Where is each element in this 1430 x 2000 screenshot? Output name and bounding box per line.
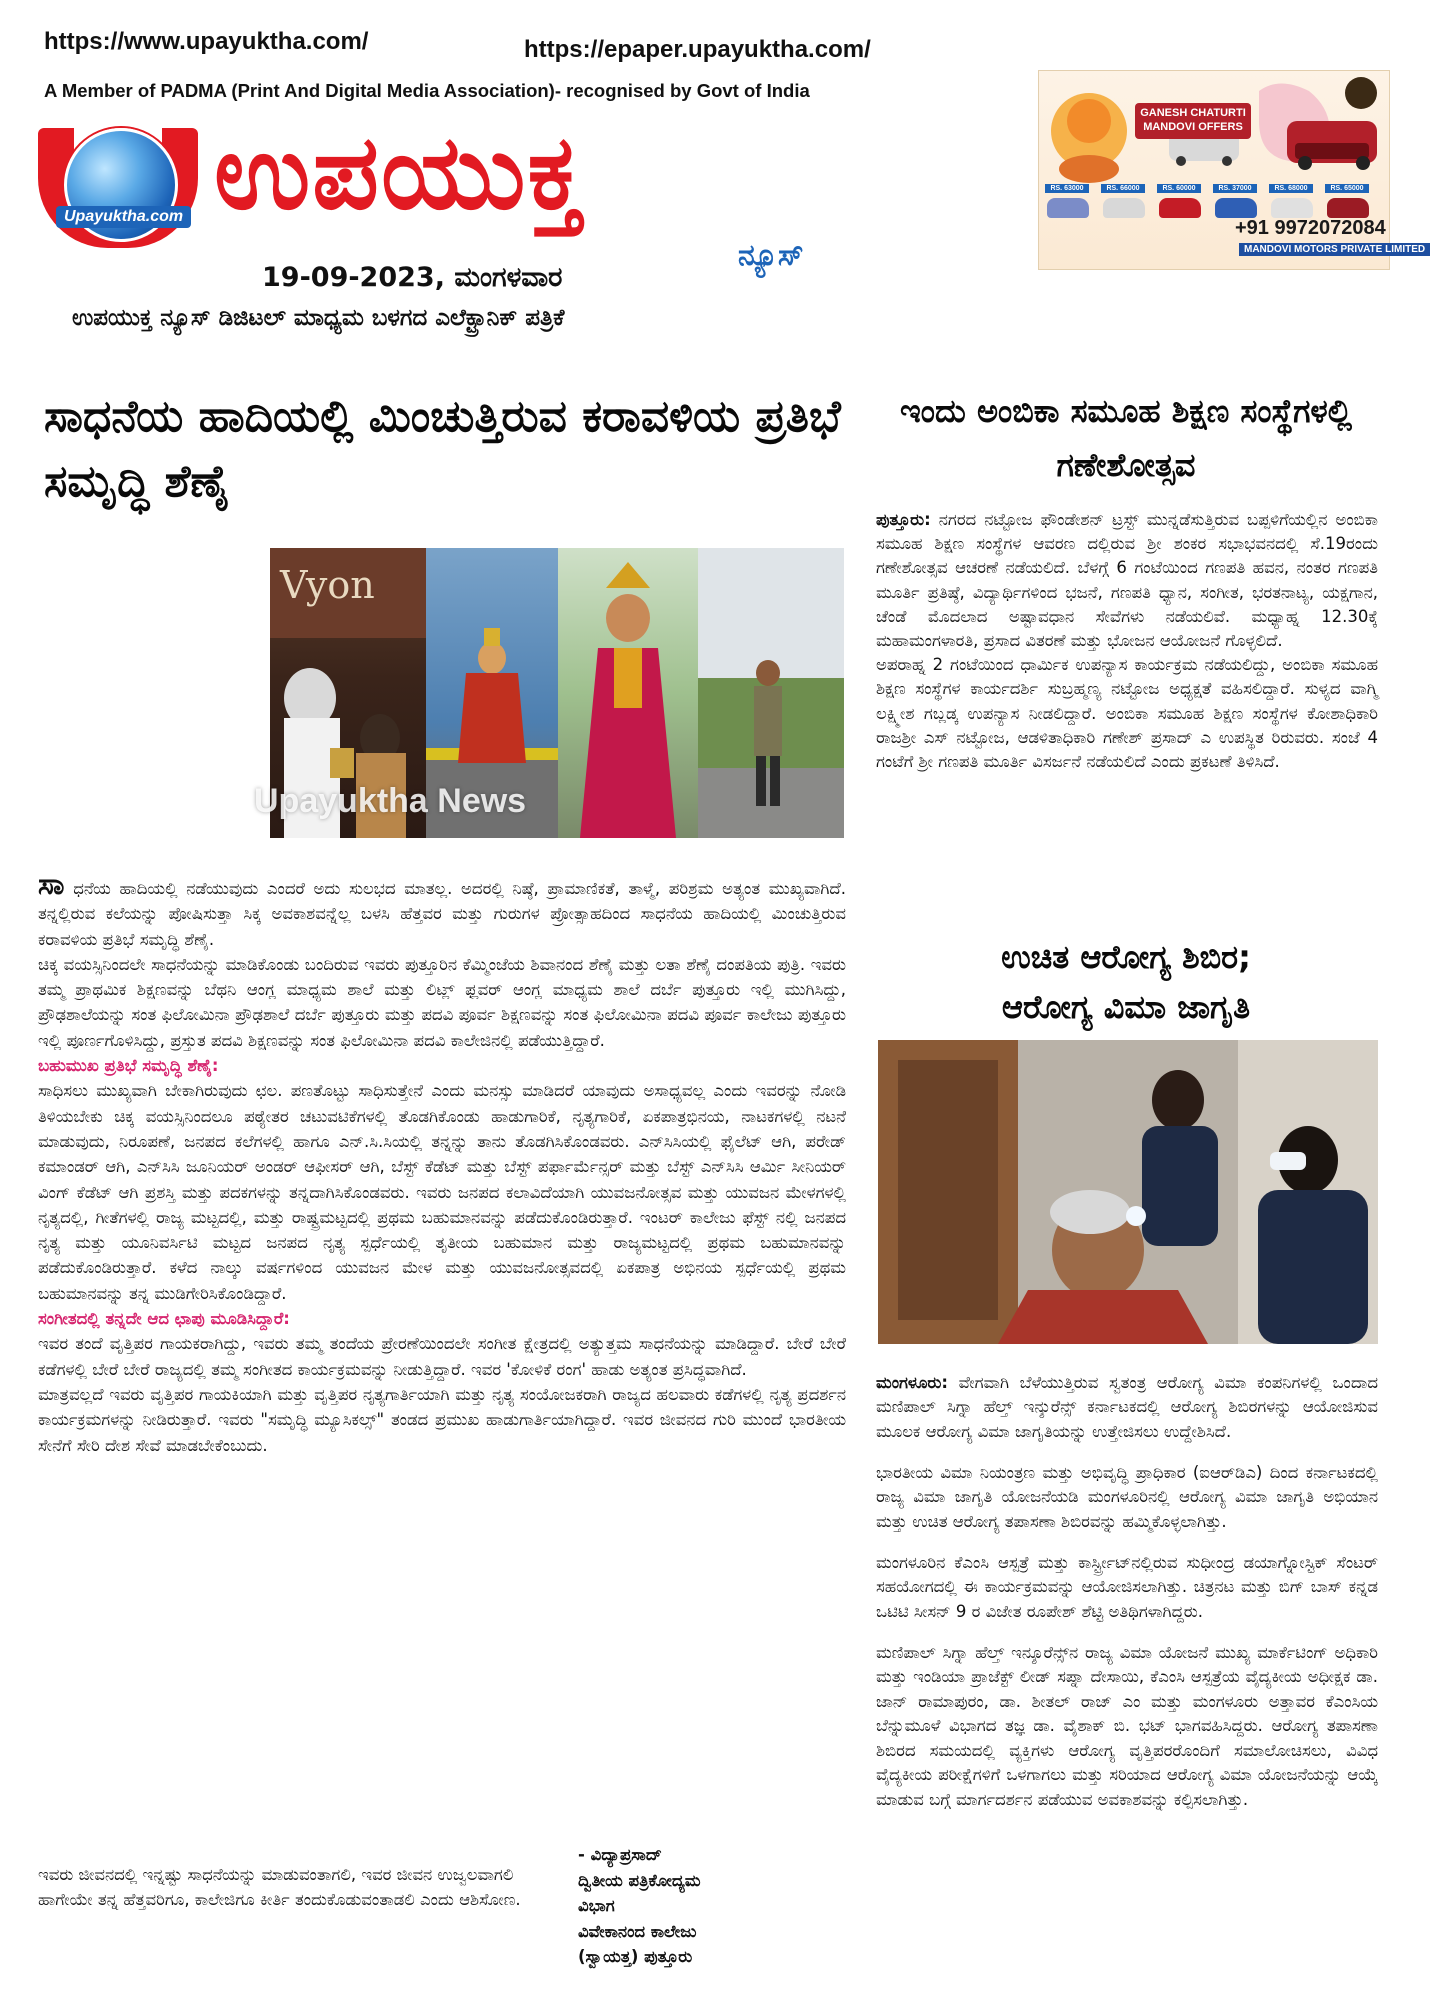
date-line: 19-09-2023, ಮಂಗಳವಾರ	[262, 262, 563, 293]
headline-line: ಉಚಿತ ಆರೋಗ್ಯ ಶಿಬಿರ;	[1001, 938, 1251, 976]
ad-dealer: MANDOVI MOTORS PRIVATE LIMITED	[1239, 243, 1430, 256]
car-image	[1327, 198, 1369, 218]
main-headline: ಸಾಧನೆಯ ಹಾದಿಯಲ್ಲಿ ಮಿಂಚುತ್ತಿರುವ ಕರಾವಳಿಯ ಪ್ರತಿಭೆ ಸಮೃದ್ಧಿ ಶೆಣೈ	[44, 391, 841, 507]
byline-line: (ಸ್ವಾಯತ್ತ) ಪುತ್ತೂರು	[578, 1947, 693, 1966]
subheading: ಬಹುಮುಖ ಪ್ರತಿಭೆ ಸಮೃದ್ಧಿ ಶೆಣೈ:	[38, 1056, 219, 1076]
logo-badge: Upayuktha.com	[56, 206, 191, 228]
svg-text:Vyon: Vyon	[280, 563, 375, 607]
car-image	[1103, 198, 1145, 218]
paragraph: ವೇಗವಾಗಿ ಬೆಳೆಯುತ್ತಿರುವ ಸ್ವತಂತ್ರ ಆರೋಗ್ಯ ವಿಮಾ ಕಂಪನಿಗಳಲ್ಲಿ ಒಂದಾದ ಮಣಿಪಾಲ್ ಸಿಗ್ನಾ ಹೆಲ್ತ್ ಇನ್ಶುರೆನ್ಸ್ ಕರ್ನಾಟಕದಲ್ಲಿ ಆರೋಗ್ಯ ಶಿಬಿರಗಳನ್ನು ಆಯೋಜಿಸುವ ಮೂಲಕ ಆರೋಗ್ಯ ವಿಮಾ ಜಾಗೃತಿಯನ್ನು ಉತ್ತೇಜಿಸಲು ಉದ್ದೇಶಿಸಿದೆ.	[876, 1372, 1378, 1441]
ad-price: RS. 66000	[1101, 184, 1145, 193]
car-image	[1159, 198, 1201, 218]
ganeshotsava-headline: ಇಂದು ಅಂಬಿಕಾ ಸಮೂಹ ಶಿಕ್ಷಣ ಸಂಸ್ಥೆಗಳಲ್ಲಿ ಗಣೇಶೋತ್ಸವ	[900, 392, 1352, 484]
tagline: ಉಪಯುಕ್ತ ನ್ಯೂಸ್ ಡಿಜಿಟಲ್ ಮಾಧ್ಯಮ ಬಳಗದ ಎಲೆಕ್ಟ್ರಾನಿಕ್ ಪತ್ರಿಕೆ	[72, 305, 565, 331]
paragraph: ಮಂಗಳೂರಿನ ಕೆಎಂಸಿ ಆಸ್ಪತ್ರೆ ಮತ್ತು ಕಾರ್ಸ್ಟ್ರೀಟ್‌ನಲ್ಲಿರುವ ಸುಧೀಂದ್ರ ಡಯಾಗ್ನೋಸ್ಟಿಕ್ ಸೆಂಟರ್ ಸಹಯೋಗದಲ್ಲಿ ಈ ಕಾರ್ಯಕ್ರಮವನ್ನು ಆಯೋಜಿಸಲಾಗಿತ್ತು. ಚಿತ್ರನಟ ಮತ್ತು ಬಿಗ್ ಬಾಸ್ ಕನ್ನಡ ಒಟಿಟಿ ಸೀಸನ್ 9 ರ ವಿಜೇತ ರೂಪೇಶ್ ಶೆಟ್ಟಿ ಅತಿಥಿಗಳಾಗಿದ್ದರು.	[876, 1552, 1378, 1621]
ganeshotsava-body	[876, 508, 1378, 774]
health-camp-body	[876, 1354, 1378, 1829]
paragraph: ಇವರ ತಂದೆ ವೃತ್ತಿಪರ ಗಾಯಕರಾಗಿದ್ದು, ಇವರು ತಮ್ಮ ತಂದೆಯ ಪ್ರೇರಣೆಯಿಂದಲೇ ಸಂಗೀತ ಕ್ಷೇತ್ರದಲ್ಲಿ ಅತ್ಯುತ್ತಮ ಸಾಧನೆಯನ್ನು ಮಾಡಿದ್ದಾರೆ. ಬೇರೆ ಬೇರೆ ಕಡೆಗಳಲ್ಲಿ ಬೇರೆ ಬೇರೆ ರಾಜ್ಯದಲ್ಲಿ ತಮ್ಮ ಸಂಗೀತದ ಕಾರ್ಯಕ್ರಮವನ್ನು ನೀಡುತ್ತಿದ್ದಾರೆ. ಇವರ 'ಕೋಳಿಕೆ ರಂಗ' ಹಾಡು ಅತ್ಯಂತ ಪ್ರಸಿದ್ಧವಾಗಿದೆ.	[38, 1334, 846, 1379]
member-line: A Member of PADMA (Print And Digital Media Association)- recognised by Govt of India	[44, 80, 810, 101]
closing-paragraph: ಇವರು ಜೀವನದಲ್ಲಿ ಇನ್ನಷ್ಟು ಸಾಧನೆಯನ್ನು ಮಾಡುವಂತಾಗಲಿ, ಇವರ ಜೀವನ ಉಜ್ವಲವಾಗಲಿ ಹಾಗೇಯೇ ತನ್ನ ಹೆತ್ತವರಿಗೂ, ಕಾಲೇಜಿಗೂ ಕೀರ್ತಿ ತಂದುಕೊಡುವಂತಾಡಲಿ ಎಂದು ಆಶಿಸೋಣ.	[38, 1865, 521, 1909]
paragraph: ಚಿಕ್ಕ ವಯಸ್ಸಿನಿಂದಲೇ ಸಾಧನೆಯನ್ನು ಮಾಡಿಕೊಂಡು ಬಂದಿರುವ ಇವರು ಪುತ್ತೂರಿನ ಕೆಮ್ಮಿಂಜೆಯ ಶಿವಾನಂದ ಶೆಣೈ ಮತ್ತು ಲತಾ ಶೆಣೈ ದಂಪತಿಯ ಪುತ್ರಿ. ಇವರು ತಮ್ಮ ಪ್ರಾಥಮಿಕ ಶಿಕ್ಷಣವನ್ನು ಬೆಥನಿ ಆಂಗ್ಲ ಮಾಧ್ಯಮ ಶಾಲೆ ಮತ್ತು ಲಿಟ್ಲ್ ಫ್ಲವರ್ ಆಂಗ್ಲ ಮಾಧ್ಯಮ ಶಾಲೆ ದರ್ಬೆ ಪುತ್ತೂರು ಇಲ್ಲಿ ಮುಗಿಸಿದ್ದು, ಪ್ರೌಢಶಾಲೆಯನ್ನು ಸಂತ ಫಿಲೋಮಿನಾ ಪ್ರೌಢಶಾಲೆ ದರ್ಬೆ ಪುತ್ತೂರು ಮತ್ತು ಪದವಿ ಪೂರ್ವ ಶಿಕ್ಷಣವನ್ನು ಸಂತ ಫಿಲೋಮಿನಾ ಪದವಿ ಪೂರ್ವ ಕಾಲೇಜು ಪುತ್ತೂರು ಇಲ್ಲಿ ಪೂರ್ಣಗೊಳಿಸಿದ್ದು, ಪ್ರಸ್ತುತ ಪದವಿ ಶಿಕ್ಷಣವನ್ನು ಸಂತ ಫಿಲೋಮಿನಾ ಪದವಿ ಕಾಲೇಜಿನಲ್ಲಿ ಪಡೆಯುತ್ತಿದ್ದಾರೆ.	[38, 954, 846, 1050]
dancer-photo	[558, 548, 698, 838]
ad-phone: +91 9972072084	[1235, 217, 1386, 239]
brand-subtitle: ನ್ಯೂಸ್	[738, 238, 804, 273]
author-byline	[578, 1842, 848, 1970]
dateline-location: ಮಂಗಳೂರು:	[876, 1372, 948, 1392]
advertisement[interactable]	[1038, 70, 1426, 270]
ad-banner: GANESH CHATURTI MANDOVI OFFERS	[1135, 103, 1251, 139]
main-article-body	[38, 867, 846, 1458]
byline-line: ವಿಭಾಗ	[578, 1896, 615, 1915]
paragraph: ಧನೆಯ ಹಾದಿಯಲ್ಲಿ ನಡೆಯುವುದು ಎಂದರೆ ಅದು ಸುಲಭದ ಮಾತಲ್ಲ. ಅದರಲ್ಲಿ ನಿಷ್ಠೆ, ಪ್ರಾಮಾಣಿಕತೆ, ತಾಳ್ಮೆ, ಪರಿಶ್ರಮ ಅತ್ಯಂತ ಮುಖ್ಯವಾಗಿದೆ. ತನ್ನಲ್ಲಿರುವ ಕಲೆಯನ್ನು ಪೋಷಿಸುತ್ತಾ ಸಿಕ್ಕ ಅವಕಾಶವನ್ನೆಲ್ಲ ಬಳಸಿ ಹೆತ್ತವರ ಮತ್ತು ಗುರುಗಳ ಪ್ರೋತ್ಸಾಹದಿಂದ ಸಾಧನೆಯ ಹಾದಿಯಲ್ಲಿ ಮಿಂಚುತ್ತಿರುವ ಕರಾವಳಿಯ ಪ್ರತಿಭೆ ಸಮೃದ್ಧಿ ಶೆಣೈ.	[38, 879, 846, 949]
dropcap: ಸಾ	[38, 867, 65, 902]
headline-line: ಆರೋಗ್ಯ ವಿಮಾ ಜಾಗೃತಿ	[1001, 988, 1251, 1026]
epaper-url[interactable]: https://epaper.upayuktha.com/	[524, 36, 871, 63]
paragraph: ನಗರದ ನಟ್ಟೋಜ ಫೌಂಡೇಶನ್ ಟ್ರಸ್ಟ್ ಮುನ್ನಡೆಸುತ್ತಿರುವ ಬಪ್ಪಳಿಗೆಯಲ್ಲಿನ ಅಂಬಿಕಾ ಸಮೂಹ ಶಿಕ್ಷಣ ಸಂಸ್ಥೆಗಳ ಆವರಣ ದಲ್ಲಿರುವ ಶ್ರೀ ಶಂಕರ ಸಭಾಭವನದಲ್ಲಿ ಸೆ.19ರಂದು ಗಣೇಶೋತ್ಸವ ಆಚರಣೆ ನಡೆಯಲಿದೆ. ಬೆಳಗ್ಗೆ 6 ಗಂಟೆಯಿಂದ ಗಣಪತಿ ಹವನ, ನಂತರ ಗಣಪತಿ ಮೂರ್ತಿ ಪ್ರತಿಷ್ಠೆ, ವಿದ್ಯಾರ್ಥಿಗಳಿಂದ ಭಜನೆ, ಗಣಪತಿ ಧ್ಯಾನ, ಸಂಗೀತ, ಭರತನಾಟ್ಯ, ಯಕ್ಷಗಾನ, ಚೆಂಡೆ ಮೊದಲಾದ ಅಷ್ಟಾವಧಾನ ಸೇವೆಗಳು ನಡೆಯಲಿವೆ. ಮಧ್ಯಾಹ್ನ 12.30ಕ್ಕೆ ಮಹಾಮಂಗಳಾರತಿ, ಪ್ರಸಾದ ವಿತರಣೆ ಮತ್ತು ಭೋಜನ ಆಯೋಜನೆ ಗೊಳ್ಳಲಿದೆ.	[876, 510, 1378, 651]
ad-price: RS. 68000	[1269, 184, 1313, 193]
byline-line: ವಿವೇಕಾನಂದ ಕಾಲೇಜು	[578, 1921, 697, 1941]
dateline-location: ಪುತ್ತೂರು:	[876, 510, 931, 529]
car-image	[1047, 198, 1089, 218]
ad-price: RS. 60000	[1157, 184, 1201, 193]
paragraph: ಭಾರತೀಯ ವಿಮಾ ನಿಯಂತ್ರಣ ಮತ್ತು ಅಭಿವೃದ್ಧಿ ಪ್ರಾಧಿಕಾರ (ಐಆರ್‌ಡಿಎ) ದಿಂದ ಕರ್ನಾಟಕದಲ್ಲಿ ರಾಜ್ಯ ವಿಮಾ ಜಾಗೃತಿ ಯೋಜನೆಯಡಿ ಮಂಗಳೂರಿನಲ್ಲಿ ಆರೋಗ್ಯ ವಿಮಾ ಜಾಗೃತಿ ಅಭಿಯಾನ ಮತ್ತು ಉಚಿತ ಆರೋಗ್ಯ ತಪಾಸಣಾ ಶಿಬಿರವನ್ನು ಹಮ್ಮಿಕೊಳ್ಳಲಾಗಿತ್ತು.	[876, 1462, 1378, 1531]
byline-line: ದ್ವಿತೀಯ ಪತ್ರಿಕೋದ್ಯಮ	[578, 1870, 701, 1890]
ncc-photo	[698, 548, 844, 838]
paragraph: ಮಣಿಪಾಲ್ ಸಿಗ್ನಾ ಹೆಲ್ತ್ ಇನ್ಶೂರೆನ್ಸ್‌ನ ರಾಜ್ಯ ವಿಮಾ ಯೋಜನೆ ಮುಖ್ಯ ಮಾರ್ಕೆಟಿಂಗ್ ಅಧಿಕಾರಿ ಮತ್ತು ಇಂಡಿಯಾ ಪ್ರಾಜೆಕ್ಟ್ ಲೀಡ್ ಸಪ್ನಾ ದೇಸಾಯಿ, ಕೆಎಂಸಿ ಆಸ್ಪತ್ರೆಯ ವೈದ್ಯಕೀಯ ಅಧೀಕ್ಷಕ ಡಾ. ಜಾನ್ ರಾಮಾಪುರಂ, ಡಾ. ಶೀತಲ್ ರಾಜ್ ಎಂ ಮತ್ತು ಮಂಗಳೂರು ಅತ್ತಾವರ ಕೆಎಂಸಿಯ ಬೆನ್ನುಮೂಳೆ ವಿಭಾಗದ ತಜ್ಞ ಡಾ. ವೈಶಾಕ್ ಬಿ. ಭಟ್ ಭಾಗವಹಿಸಿದ್ದರು. ಆರೋಗ್ಯ ತಪಾಸಣಾ ಶಿಬಿರದ ಸಮಯದಲ್ಲಿ ವ್ಯಕ್ತಿಗಳು ಆರೋಗ್ಯ ವೃತ್ತಿಪರರೊಂದಿಗೆ ಸಮಾಲೋಚಿಸಲು, ವಿವಿಧ ವೈದ್ಯಕೀಯ ಪರೀಕ್ಷೆಗಳಿಗೆ ಒಳಗಾಗಲು ಮತ್ತು ಸರಿಯಾದ ಆರೋಗ್ಯ ವಿಮಾ ಯೋಜನೆಯನ್ನು ಆಯ್ಕೆ ಮಾಡುವ ಬಗ್ಗೆ ಮಾರ್ಗದರ್ಶನ ಪಡೆಯುವ ಅವಕಾಶವನ್ನು ಕಲ್ಪಿಸಲಾಗಿತ್ತು.	[876, 1642, 1378, 1809]
ad-price: RS. 37000	[1213, 184, 1257, 193]
brand-name: ಉಪಯುಕ್ತ	[214, 111, 586, 233]
paragraph: ಅಪರಾಹ್ನ 2 ಗಂಟೆಯಿಂದ ಧಾರ್ಮಿಕ ಉಪನ್ಯಾಸ ಕಾರ್ಯಕ್ರಮ ನಡೆಯಲಿದ್ದು, ಅಂಬಿಕಾ ಸಮೂಹ ಶಿಕ್ಷಣ ಸಂಸ್ಥೆಗಳ ಕಾರ್ಯದರ್ಶಿ ಸುಬ್ರಹ್ಮಣ್ಯ ನಟ್ಟೋಜ ಅಧ್ಯಕ್ಷತೆ ವಹಿಸಲಿದ್ದಾರೆ. ಸುಳ್ಯದ ವಾಗ್ಮಿ ಲಕ್ಷ್ಮೀಶ ಗಬ್ಲಡ್ಕ ಉಪನ್ಯಾಸ ನೀಡಲಿದ್ದಾರೆ. ಅಂಬಿಕಾ ಸಮೂಹ ಶಿಕ್ಷಣ ಸಂಸ್ಥೆಗಳ ಕೋಶಾಧಿಕಾರಿ ರಾಜಶ್ರೀ ಎಸ್ ನಟ್ಟೋಜ, ಆಡಳಿತಾಧಿಕಾರಿ ಗಣೇಶ್ ಪ್ರಸಾದ್ ಎ ಉಪಸ್ಥಿತ ರಿರುವರು. ಸಂಜೆ 4 ಗಂಟೆಗೆ ಶ್ರೀ ಗಣಪತಿ ಮೂರ್ತಿ ವಿಸರ್ಜನೆ ನಡೆಯಲಿದೆ ಎಂದು ಪ್ರಕಟಣೆ ತಿಳಿಸಿದೆ.	[876, 655, 1378, 772]
car-image	[1271, 198, 1313, 218]
byline-line: - ವಿದ್ಯಾಪ್ರಸಾದ್	[578, 1845, 662, 1864]
health-camp-headline	[876, 932, 1376, 1032]
subheading: ಸಂಗೀತದಲ್ಲಿ ತನ್ನದೇ ಆದ ಛಾಪು ಮೂಡಿಸಿದ್ದಾರೆ:	[38, 1309, 290, 1329]
paragraph: ಮಾತ್ರವಲ್ಲದೆ ಇವರು ವೃತ್ತಿಪರ ಗಾಯಕಿಯಾಗಿ ಮತ್ತು ವೃತ್ತಿಪರ ನೃತ್ಯಗಾರ್ತಿಯಾಗಿ ಮತ್ತು ನೃತ್ಯ ಸಂಯೋಜಕರಾಗಿ ರಾಜ್ಯದ ಹಲವಾರು ಕಡೆಗಳಲ್ಲಿ ನೃತ್ಯ ಪ್ರದರ್ಶನ ಕಾರ್ಯಕ್ರಮಗಳನ್ನು ನೀಡಿರುತ್ತಾರೆ. ಇವರು "ಸಮೃದ್ಧಿ ಮ್ಯೂಸಿಕಲ್ಸ್" ತಂಡದ ಪ್ರಮುಖ ಹಾಡುಗಾರ್ತಿಯಾಗಿದ್ದಾರೆ. ಇವರ ಜೀವನದ ಗುರಿ ಮುಂದೆ ಭಾರತೀಯ ಸೇನೆಗೆ ಸೇರಿ ದೇಶ ಸೇವೆ ಮಾಡಬೇಕೆಂಬುದು.	[38, 1384, 846, 1455]
paragraph: ಸಾಧಿಸಲು ಮುಖ್ಯವಾಗಿ ಬೇಕಾಗಿರುವುದು ಛಲ. ಪಣತೊಟ್ಟು ಸಾಧಿಸುತ್ತೇನೆ ಎಂದು ಮನಸ್ಸು ಮಾಡಿದರೆ ಯಾವುದು ಅಸಾಧ್ಯವಲ್ಲ ಎಂದು ಇವರನ್ನು ನೋಡಿ ತಿಳಿಯಬೇಕು ಚಿಕ್ಕ ವಯಸ್ಸಿನಿಂದಲೂ ಪಠ್ಯೇತರ ಚಟುವಟಿಕೆಗಳಲ್ಲಿ ತೊಡಗಿಕೊಂಡು ಹಾಡುಗಾರಿಕೆ, ನೃತ್ಯಗಾರಿಕೆ, ಏಕಪಾತ್ರಭಿನಯ, ನಾಟಕಗಳಲ್ಲಿ ನಟನೆ ಮಾಡುವುದು, ನಿರೂಪಣೆ, ಜನಪದ ಕಲೆಗಳಲ್ಲಿ ಹಾಗೂ ಎನ್.ಸಿ.ಸಿಯಲ್ಲಿ ತನ್ನನ್ನು ತಾನು ತೊಡಗಿಸಿಕೊಂಡವರು. ಎನ್‌ಸಿಸಿಯಲ್ಲಿ ಫೈಲೆಟ್ ಆಗಿ, ಪರೇಡ್ ಕಮಾಂಡರ್ ಆಗಿ, ಎನ್‌ಸಿಸಿ ಜೂನಿಯರ್ ಅಂಡರ್ ಆಫೀಸರ್ ಆಗಿ, ಬೆಸ್ಟ್ ಕೆಡೆಟ್ ಮತ್ತು ಬೆಸ್ಟ್ ಪರ್ಫಾರ್ಮೆನ್ಸರ್ ಮತ್ತು ಬೆಸ್ಟ್ ಎನ್‌ಸಿಸಿ ಆರ್ಮಿ ಸೀನಿಯರ್ ವಿಂಗ್ ಕೆಡೆಟ್ ಆಗಿ ಪ್ರಶಸ್ತಿ ಮತ್ತು ಪದಕಗಳನ್ನು ತನ್ನದಾಗಿಸಿಕೊಂಡವರು. ಇವರು ಜನಪದ ಕಲಾವಿದೆಯಾಗಿ ಯುವಜನೋತ್ಸವ ಮತ್ತು ಯುವಜನ ಮೇಳಗಳಲ್ಲಿ ನೃತ್ಯದಲ್ಲಿ, ಗೀತೆಗಳಲ್ಲಿ ರಾಜ್ಯ ಮಟ್ಟದಲ್ಲಿ, ಮತ್ತು ರಾಷ್ಟ್ರಮಟ್ಟದಲ್ಲಿ ಪ್ರಥಮ ಬಹುಮಾನವನ್ನು ಪಡೆದುಕೊಂಡಿರುತ್ತಾರೆ. ಇಂಟರ್ ಕಾಲೇಜು ಫೆಸ್ಟ್ ನಲ್ಲಿ ಜನಪದ ನೃತ್ಯ ಮತ್ತು ಯೂನಿವರ್ಸಿಟಿ ಮಟ್ಟದ ಜನಪದ ನೃತ್ಯ ಸ್ಪರ್ಧೆಯಲ್ಲಿ ತೃತೀಯ ಬಹುಮಾನ ಮತ್ತು ರಾಜ್ಯಮಟ್ಟದಲ್ಲಿ ಪ್ರಥಮ ಬಹುಮಾನವನ್ನು ಪಡೆದುಕೊಂಡಿರುತ್ತಾರೆ. ಕಳೆದ ನಾಲ್ಕು ವರ್ಷಗಳಿಂದ ಯುವಜನ ಮೇಳ ಮತ್ತು ಯುವಜನೋತ್ಸವದಲ್ಲಿ ಏಕಪಾತ್ರ ಅಭಿನಯ ಸ್ಪರ್ಧೆಯಲ್ಲಿ ಪ್ರಥಮ ಬಹುಮಾನವನ್ನು ತನ್ನ ಮುಡಿಗೇರಿಸಿಕೊಂಡಿದ್ದಾರೆ.	[38, 1081, 846, 1303]
website-url[interactable]: https://www.upayuktha.com/	[44, 28, 369, 55]
car-image	[1215, 198, 1257, 218]
photo-watermark: Upayuktha News	[254, 782, 527, 820]
ad-price: RS. 65000	[1325, 184, 1369, 193]
health-camp-photo	[878, 1040, 1378, 1344]
ad-price: RS. 63000	[1045, 184, 1089, 193]
